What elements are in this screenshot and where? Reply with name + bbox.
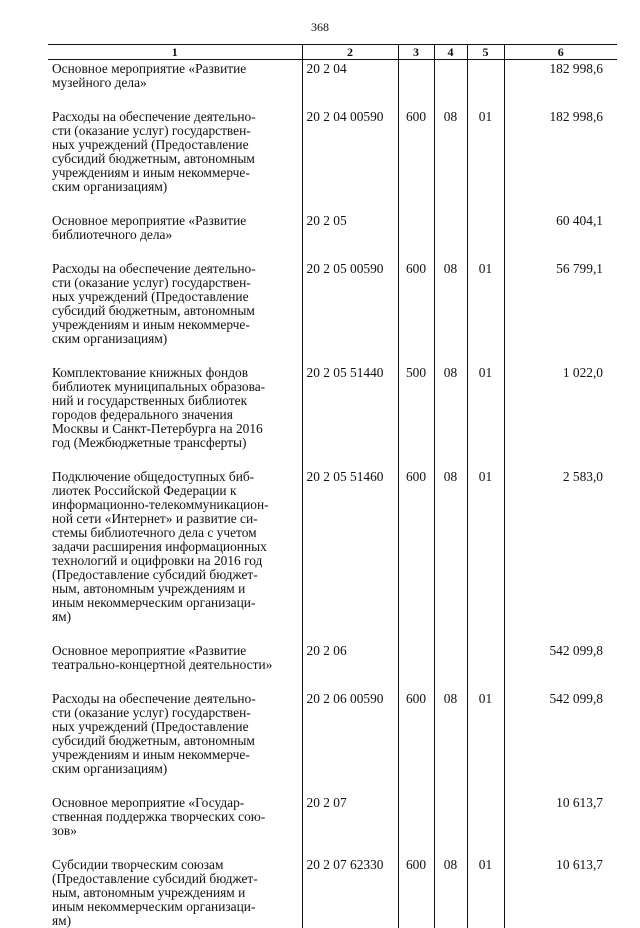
header-col-6: 6: [504, 45, 617, 60]
page-number: 368: [0, 20, 640, 35]
row-vr-cell: [398, 212, 434, 260]
row-code-cell: [302, 260, 398, 364]
row-vr-cell: [398, 108, 434, 212]
row-pr-cell: [467, 108, 504, 212]
row-amount-cell-text: 542 099,8: [549, 691, 603, 706]
row-name-cell-text: Подключение общедоступных биб- лиотек Российской Федерации к информационно-телекоммуникацион- ной сети «Интернет» и развитие си- стемы библиотечного дела с учетом задачи расширения информационных технологий и оцифровки на 2016 год (Предоставление субсидий бюджет- ным, автономным учреждениям и иным некоммерческим организаци- ям): [52, 469, 269, 624]
table-row: [48, 364, 617, 468]
column-divider: [467, 818, 468, 832]
row-name-cell: [48, 212, 302, 260]
row-pr-cell: [467, 856, 504, 928]
header-col-3: 3: [398, 45, 434, 60]
row-code-cell: [302, 642, 398, 690]
row-code-cell: [302, 212, 398, 260]
row-rz-cell-text: 08: [444, 691, 457, 706]
table-row: [48, 60, 617, 109]
column-divider: [302, 818, 303, 832]
row-vr-cell-text: 600: [406, 857, 426, 872]
row-rz-cell: [434, 108, 467, 212]
row-rz-cell: [434, 468, 467, 642]
row-pr-cell: [467, 642, 504, 690]
table-row: [48, 856, 617, 928]
row-name-cell-text: Расходы на обеспечение деятельно- сти (оказание услуг) государствен- ных учреждений (Предоставление субсидий бюджетным, автономным учреждениям и иным некоммерче- ским организациям): [52, 691, 256, 776]
row-name-cell: [48, 856, 302, 928]
row-pr-cell-text: 01: [479, 857, 492, 872]
row-code-cell-text: 20 2 06: [307, 643, 347, 658]
row-vr-cell-text: 600: [406, 691, 426, 706]
row-pr-cell-text: 01: [479, 261, 492, 276]
row-amount-cell-text: 182 998,6: [549, 109, 603, 124]
row-rz-cell-text: 08: [444, 469, 457, 484]
row-code-cell-text: 20 2 07 62330: [307, 857, 384, 872]
row-amount-cell-text: 2 583,0: [563, 469, 603, 484]
header-col-1: 1: [48, 45, 302, 60]
row-amount-cell-text: 182 998,6: [549, 61, 603, 76]
row-pr-cell: [467, 468, 504, 642]
header-col-2: 2: [302, 45, 398, 60]
table-row: [48, 212, 617, 260]
row-name-cell: [48, 108, 302, 212]
row-name-cell: [48, 364, 302, 468]
table-header-row: [48, 45, 617, 60]
row-vr-cell-text: 600: [406, 469, 426, 484]
row-vr-cell: [398, 690, 434, 794]
row-amount-cell: [504, 108, 617, 212]
table-row: [48, 642, 617, 690]
row-name-cell: [48, 60, 302, 109]
row-code-cell-text: 20 2 05 00590: [307, 261, 384, 276]
row-rz-cell-text: 08: [444, 261, 457, 276]
row-pr-cell-text: 01: [479, 365, 492, 380]
row-amount-cell: [504, 60, 617, 109]
row-rz-cell: [434, 642, 467, 690]
row-pr-cell-text: 01: [479, 109, 492, 124]
row-name-cell: [48, 468, 302, 642]
row-amount-cell: [504, 856, 617, 928]
row-name-cell-text: Основное мероприятие «Развитие библиотечного дела»: [52, 213, 246, 242]
row-name-cell: [48, 690, 302, 794]
row-code-cell: [302, 364, 398, 468]
row-amount-cell: [504, 364, 617, 468]
column-divider: [434, 818, 435, 832]
row-amount-cell-text: 56 799,1: [556, 261, 603, 276]
row-code-cell-text: 20 2 04 00590: [307, 109, 384, 124]
row-rz-cell-text: 08: [444, 109, 457, 124]
row-rz-cell: [434, 60, 467, 109]
row-amount-cell: [504, 260, 617, 364]
row-name-cell-text: Комплектование книжных фондов библиотек муниципальных образова- ний и государственных библиотек городов федерального значения Москвы и Санкт-Петербурга на 2016 год (Межбюджетные трансферты): [52, 365, 265, 450]
row-code-cell-text: 20 2 05 51440: [307, 365, 384, 380]
row-name-cell: [48, 642, 302, 690]
row-rz-cell-text: 08: [444, 365, 457, 380]
row-code-cell-text: 20 2 05: [307, 213, 347, 228]
header-col-5: 5: [467, 45, 504, 60]
row-pr-cell: [467, 212, 504, 260]
column-divider: [504, 818, 505, 832]
row-amount-cell: [504, 642, 617, 690]
table-column-lines: [48, 818, 617, 832]
row-vr-cell-text: 600: [406, 109, 426, 124]
row-pr-cell: [467, 260, 504, 364]
row-rz-cell: [434, 856, 467, 928]
row-rz-cell-text: 08: [444, 857, 457, 872]
row-pr-cell: [467, 60, 504, 109]
row-amount-cell-text: 60 404,1: [556, 213, 603, 228]
row-rz-cell: [434, 212, 467, 260]
row-vr-cell: [398, 468, 434, 642]
row-rz-cell: [434, 690, 467, 794]
row-code-cell: [302, 108, 398, 212]
table-row: [48, 108, 617, 212]
row-pr-cell-text: 01: [479, 691, 492, 706]
row-pr-cell: [467, 690, 504, 794]
row-name-cell-text: Основное мероприятие «Развитие музейного дела»: [52, 61, 246, 90]
row-name-cell-text: Основное мероприятие «Государ- ственная поддержка творческих сою- зов»: [52, 795, 265, 838]
row-pr-cell-text: 01: [479, 469, 492, 484]
row-code-cell: [302, 60, 398, 109]
row-code-cell: [302, 690, 398, 794]
header-col-4: 4: [434, 45, 467, 60]
row-vr-cell-text: 500: [406, 365, 426, 380]
row-rz-cell: [434, 260, 467, 364]
table-row: [48, 468, 617, 642]
budget-table: [48, 44, 617, 928]
row-amount-cell-text: 10 613,7: [556, 795, 603, 810]
row-pr-cell: [467, 364, 504, 468]
row-vr-cell-text: 600: [406, 261, 426, 276]
row-name-cell-text: Расходы на обеспечение деятельно- сти (оказание услуг) государствен- ных учреждений (Предоставление субсидий бюджетным, автономным учреждениям и иным некоммерче- ским организациям): [52, 109, 256, 194]
table-row: [48, 260, 617, 364]
row-name-cell-text: Основное мероприятие «Развитие театрально-концертной деятельности»: [52, 643, 272, 672]
row-vr-cell: [398, 60, 434, 109]
row-amount-cell-text: 1 022,0: [563, 365, 603, 380]
row-vr-cell: [398, 260, 434, 364]
table-row: [48, 690, 617, 794]
row-code-cell: [302, 856, 398, 928]
row-amount-cell: [504, 468, 617, 642]
row-name-cell: [48, 260, 302, 364]
row-amount-cell-text: 542 099,8: [549, 643, 603, 658]
row-amount-cell: [504, 212, 617, 260]
row-name-cell-text: Расходы на обеспечение деятельно- сти (оказание услуг) государствен- ных учреждений (Предоставление субсидий бюджетным, автономным учреждениям и иным некоммерче- ским организациям): [52, 261, 256, 346]
row-code-cell-text: 20 2 07: [307, 795, 347, 810]
row-code-cell-text: 20 2 04: [307, 61, 347, 76]
row-code-cell-text: 20 2 06 00590: [307, 691, 384, 706]
row-vr-cell: [398, 364, 434, 468]
column-divider: [398, 818, 399, 832]
row-name-cell-text: Субсидии творческим союзам (Предоставление субсидий бюджет- ным, автономным учреждениям и иным некоммерческим организаци- ям): [52, 857, 258, 928]
table-body: [48, 60, 617, 928]
row-code-cell-text: 20 2 05 51460: [307, 469, 384, 484]
row-amount-cell: [504, 690, 617, 794]
row-rz-cell: [434, 364, 467, 468]
row-vr-cell: [398, 856, 434, 928]
row-amount-cell-text: 10 613,7: [556, 857, 603, 872]
row-vr-cell: [398, 642, 434, 690]
row-code-cell: [302, 468, 398, 642]
